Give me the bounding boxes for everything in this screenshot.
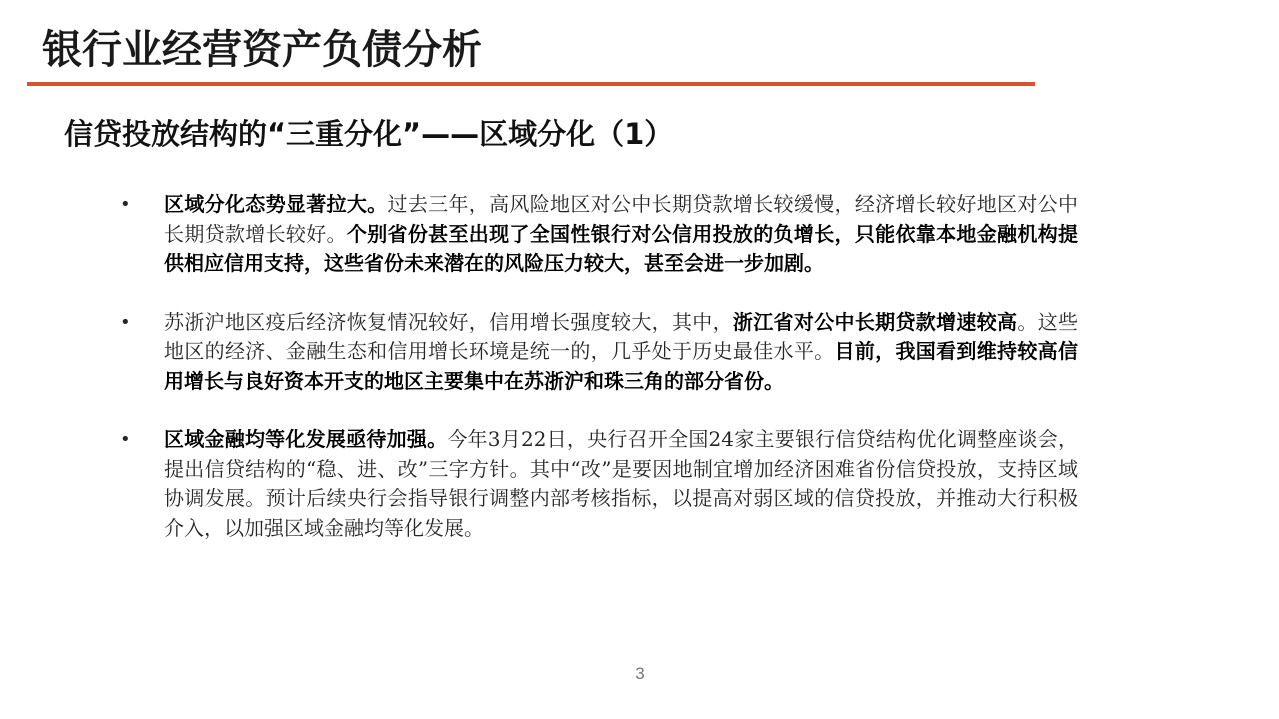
title-underline (27, 82, 1035, 86)
bullet-3-segment-1: 区域金融均等化发展亟待加强。 (164, 427, 448, 451)
bullet-2-segment-2: 浙江省对公中长期贷款增速较高 (732, 309, 1018, 334)
section-subtitle: 信贷投放结构的“三重分化”——区域分化（1） (64, 117, 674, 151)
bullet-1-segment-1: 区域分化态势显著拉大。 (164, 192, 388, 216)
bullet-dot-icon: • (120, 311, 131, 333)
bullet-1-segment-3: 个别省份甚至出现了全国性银行对公信用投放的负增长，只能依靠本地金融机构提供相应信用支持，这些省份未来潜在的风险压力较大，甚至会进一步加剧。 (164, 221, 1079, 275)
bullet-2-segment-1: 苏浙沪地区疫后经济恢复情况较好，信用增长强度较大，其中， (164, 309, 733, 334)
bullet-item-2 (118, 308, 1078, 397)
bullet-dot-icon: • (120, 194, 131, 215)
bullet-list (118, 190, 1078, 572)
bullet-item-1 (118, 190, 1078, 279)
slide-title: 银行业经营资产负债分析 (42, 27, 482, 73)
bullet-item-3 (118, 425, 1078, 543)
bullet-3-segment-2: 今年3月22日，央行召开全国24家主要银行信贷结构优化调整座谈会，提出信贷结构的“稳、进、改”三字方针。其中“改”是要因地制宜增加经济困难省份信贷投放，支持区域协调发展。预计后续央行会指导银行调整内部考核指标，以提高对弱区域的信贷投放，并推动大行积极介入，以加强区域金融均等化发展。 (164, 427, 1079, 540)
page-number: 3 (635, 664, 645, 683)
bullet-2-segment-3: 。这些地区的经济、金融生态和信用增长环境是统一的，几乎处于历史最佳水平。 (164, 309, 1079, 363)
bullet-2-segment-4: 目前，我国看到维持较高信用增长与良好资本开支的地区主要集中在苏浙沪和珠三角的部分省份。 (164, 339, 1078, 393)
bullet-dot-icon: • (120, 429, 131, 450)
bullet-1-segment-2: 过去三年，高风险地区对公中长期贷款增长较缓慢，经济增长较好地区对公中长期贷款增长较好。 (164, 192, 1078, 246)
